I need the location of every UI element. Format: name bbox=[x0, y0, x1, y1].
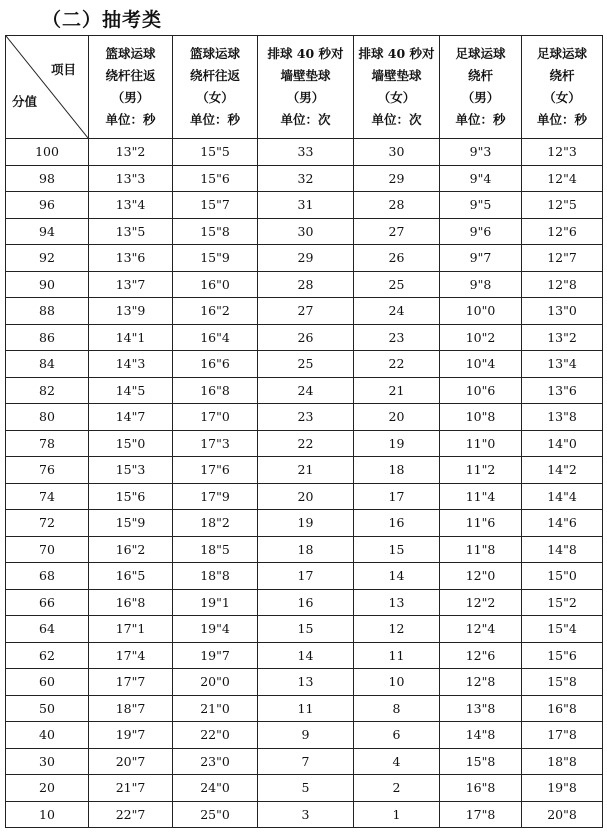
result-cell-football-female: 17"8 bbox=[522, 722, 603, 749]
result-cell-basketball-female: 24"0 bbox=[173, 775, 258, 802]
score-value-cell: 84 bbox=[6, 351, 89, 378]
column-header-line2: 绕杆往返 bbox=[105, 68, 156, 83]
result-cell-basketball-male: 16"5 bbox=[89, 563, 173, 590]
column-header-line3: （女） bbox=[377, 90, 416, 105]
result-cell-football-male: 15"8 bbox=[440, 748, 522, 775]
column-header-line3: （女） bbox=[196, 90, 234, 105]
score-value-cell: 68 bbox=[6, 563, 89, 590]
result-cell-basketball-male: 13"5 bbox=[89, 218, 173, 245]
result-cell-basketball-male: 19"7 bbox=[89, 722, 173, 749]
result-cell-volleyball-male: 32 bbox=[258, 165, 354, 192]
result-cell-football-male: 12"0 bbox=[440, 563, 522, 590]
table-row bbox=[6, 510, 603, 537]
table-row bbox=[6, 298, 603, 325]
result-cell-volleyball-male: 33 bbox=[258, 139, 354, 166]
result-cell-volleyball-male: 13 bbox=[258, 669, 354, 696]
result-cell-football-female: 15"8 bbox=[522, 669, 603, 696]
result-cell-volleyball-male: 25 bbox=[258, 351, 354, 378]
result-cell-football-male: 10"6 bbox=[440, 377, 522, 404]
result-cell-basketball-male: 20"7 bbox=[89, 748, 173, 775]
table-row bbox=[6, 589, 603, 616]
result-cell-football-male: 14"8 bbox=[440, 722, 522, 749]
result-cell-basketball-male: 13"6 bbox=[89, 245, 173, 272]
result-cell-football-female: 12"7 bbox=[522, 245, 603, 272]
table-row bbox=[6, 616, 603, 643]
table-row bbox=[6, 324, 603, 351]
result-cell-volleyball-female: 17 bbox=[354, 483, 440, 510]
result-cell-basketball-male: 17"4 bbox=[89, 642, 173, 669]
column-header-line1: 足球运球 bbox=[455, 46, 506, 61]
result-cell-basketball-female: 19"7 bbox=[173, 642, 258, 669]
score-value-cell: 72 bbox=[6, 510, 89, 537]
score-value-cell: 64 bbox=[6, 616, 89, 643]
result-cell-volleyball-female: 30 bbox=[354, 139, 440, 166]
score-value-cell: 70 bbox=[6, 536, 89, 563]
score-value-cell: 82 bbox=[6, 377, 89, 404]
result-cell-basketball-male: 13"9 bbox=[89, 298, 173, 325]
table-row bbox=[6, 801, 603, 828]
result-cell-volleyball-female: 18 bbox=[354, 457, 440, 484]
result-cell-basketball-male: 16"8 bbox=[89, 589, 173, 616]
score-value-cell: 10 bbox=[6, 801, 89, 828]
result-cell-volleyball-female: 20 bbox=[354, 404, 440, 431]
table-row bbox=[6, 775, 603, 802]
result-cell-volleyball-female: 10 bbox=[354, 669, 440, 696]
result-cell-volleyball-female: 22 bbox=[354, 351, 440, 378]
result-cell-basketball-female: 16"8 bbox=[173, 377, 258, 404]
table-row bbox=[6, 165, 603, 192]
result-cell-basketball-female: 15"7 bbox=[173, 192, 258, 219]
result-cell-volleyball-female: 16 bbox=[354, 510, 440, 537]
score-value-cell: 98 bbox=[6, 165, 89, 192]
result-cell-football-male: 17"8 bbox=[440, 801, 522, 828]
result-cell-basketball-male: 14"5 bbox=[89, 377, 173, 404]
result-cell-basketball-male: 13"4 bbox=[89, 192, 173, 219]
table-row bbox=[6, 271, 603, 298]
result-cell-volleyball-male: 28 bbox=[258, 271, 354, 298]
column-header-line1: 篮球运球 bbox=[105, 46, 156, 61]
score-value-cell: 66 bbox=[6, 589, 89, 616]
result-cell-volleyball-female: 25 bbox=[354, 271, 440, 298]
table-row bbox=[6, 563, 603, 590]
result-cell-volleyball-male: 21 bbox=[258, 457, 354, 484]
result-cell-football-female: 20"8 bbox=[522, 801, 603, 828]
result-cell-football-male: 10"2 bbox=[440, 324, 522, 351]
column-header-line3: （男） bbox=[286, 90, 325, 105]
result-cell-volleyball-male: 31 bbox=[258, 192, 354, 219]
result-cell-volleyball-female: 27 bbox=[354, 218, 440, 245]
result-cell-volleyball-male: 11 bbox=[258, 695, 354, 722]
score-value-cell: 86 bbox=[6, 324, 89, 351]
result-cell-football-female: 15"2 bbox=[522, 589, 603, 616]
result-cell-football-male: 9"5 bbox=[440, 192, 522, 219]
header-row bbox=[6, 36, 603, 139]
result-cell-football-female: 12"4 bbox=[522, 165, 603, 192]
score-value-cell: 96 bbox=[6, 192, 89, 219]
column-header-volleyball-male bbox=[258, 36, 354, 139]
column-header-unit: 单位：次 bbox=[280, 112, 331, 127]
column-header-line1: 篮球运球 bbox=[189, 46, 240, 61]
score-value-cell: 20 bbox=[6, 775, 89, 802]
result-cell-volleyball-female: 1 bbox=[354, 801, 440, 828]
result-cell-football-male: 12"6 bbox=[440, 642, 522, 669]
column-header-line2: 绕杆 bbox=[467, 68, 493, 83]
result-cell-football-female: 12"3 bbox=[522, 139, 603, 166]
result-cell-football-female: 15"4 bbox=[522, 616, 603, 643]
result-cell-football-male: 9"4 bbox=[440, 165, 522, 192]
table-row bbox=[6, 536, 603, 563]
result-cell-basketball-male: 21"7 bbox=[89, 775, 173, 802]
corner-header-cell bbox=[6, 36, 89, 139]
result-cell-volleyball-female: 19 bbox=[354, 430, 440, 457]
result-cell-football-female: 12"5 bbox=[522, 192, 603, 219]
column-header-line2: 墙壁垫球 bbox=[371, 68, 422, 83]
score-value-cell: 60 bbox=[6, 669, 89, 696]
column-header-line1: 排球 40 秒对 bbox=[358, 46, 435, 61]
result-cell-volleyball-female: 12 bbox=[354, 616, 440, 643]
item-label: 项目 bbox=[50, 62, 76, 77]
result-cell-football-male: 11"2 bbox=[440, 457, 522, 484]
table-row bbox=[6, 457, 603, 484]
result-cell-basketball-female: 15"5 bbox=[173, 139, 258, 166]
result-cell-basketball-male: 15"0 bbox=[89, 430, 173, 457]
result-cell-football-female: 14"4 bbox=[522, 483, 603, 510]
result-cell-football-male: 11"8 bbox=[440, 536, 522, 563]
column-header-line2: 墙壁垫球 bbox=[280, 68, 331, 83]
result-cell-football-female: 13"6 bbox=[522, 377, 603, 404]
result-cell-basketball-female: 23"0 bbox=[173, 748, 258, 775]
column-header-line3: （男） bbox=[111, 90, 150, 105]
result-cell-basketball-male: 14"1 bbox=[89, 324, 173, 351]
result-cell-volleyball-male: 15 bbox=[258, 616, 354, 643]
column-header-line2: 绕杆往返 bbox=[189, 68, 240, 83]
score-value-cell: 30 bbox=[6, 748, 89, 775]
result-cell-volleyball-male: 9 bbox=[258, 722, 354, 749]
result-cell-basketball-female: 17"9 bbox=[173, 483, 258, 510]
result-cell-volleyball-male: 30 bbox=[258, 218, 354, 245]
result-cell-basketball-male: 22"7 bbox=[89, 801, 173, 828]
result-cell-basketball-male: 14"3 bbox=[89, 351, 173, 378]
result-cell-basketball-female: 20"0 bbox=[173, 669, 258, 696]
result-cell-football-male: 10"8 bbox=[440, 404, 522, 431]
result-cell-football-female: 15"6 bbox=[522, 642, 603, 669]
result-cell-football-female: 15"0 bbox=[522, 563, 603, 590]
result-cell-basketball-male: 14"7 bbox=[89, 404, 173, 431]
result-cell-football-female: 18"8 bbox=[522, 748, 603, 775]
result-cell-football-female: 12"8 bbox=[522, 271, 603, 298]
result-cell-football-male: 9"7 bbox=[440, 245, 522, 272]
result-cell-basketball-female: 18"5 bbox=[173, 536, 258, 563]
column-header-line2: 绕杆 bbox=[549, 68, 575, 83]
result-cell-basketball-female: 25"0 bbox=[173, 801, 258, 828]
result-cell-basketball-female: 19"1 bbox=[173, 589, 258, 616]
table-row bbox=[6, 139, 603, 166]
score-value-cell: 50 bbox=[6, 695, 89, 722]
table-row bbox=[6, 695, 603, 722]
result-cell-basketball-male: 16"2 bbox=[89, 536, 173, 563]
result-cell-volleyball-female: 23 bbox=[354, 324, 440, 351]
table-row bbox=[6, 404, 603, 431]
result-cell-volleyball-male: 23 bbox=[258, 404, 354, 431]
result-cell-volleyball-female: 8 bbox=[354, 695, 440, 722]
table-row bbox=[6, 748, 603, 775]
result-cell-football-female: 13"0 bbox=[522, 298, 603, 325]
column-header-football-male bbox=[440, 36, 522, 139]
score-value-cell: 94 bbox=[6, 218, 89, 245]
score-table-body bbox=[6, 139, 603, 828]
result-cell-basketball-female: 17"0 bbox=[173, 404, 258, 431]
result-cell-football-female: 12"6 bbox=[522, 218, 603, 245]
result-cell-volleyball-male: 18 bbox=[258, 536, 354, 563]
table-row bbox=[6, 430, 603, 457]
result-cell-volleyball-male: 5 bbox=[258, 775, 354, 802]
result-cell-basketball-female: 22"0 bbox=[173, 722, 258, 749]
result-cell-volleyball-female: 26 bbox=[354, 245, 440, 272]
table-row bbox=[6, 377, 603, 404]
table-row bbox=[6, 245, 603, 272]
score-value-cell: 74 bbox=[6, 483, 89, 510]
column-header-line3: （男） bbox=[461, 90, 500, 105]
result-cell-football-female: 13"2 bbox=[522, 324, 603, 351]
result-cell-basketball-male: 15"9 bbox=[89, 510, 173, 537]
result-cell-football-male: 11"6 bbox=[440, 510, 522, 537]
table-row bbox=[6, 483, 603, 510]
result-cell-football-female: 14"6 bbox=[522, 510, 603, 537]
result-cell-volleyball-female: 6 bbox=[354, 722, 440, 749]
score-label: 分值 bbox=[12, 94, 38, 109]
score-value-cell: 78 bbox=[6, 430, 89, 457]
table-row bbox=[6, 218, 603, 245]
result-cell-basketball-female: 16"4 bbox=[173, 324, 258, 351]
result-cell-football-female: 14"0 bbox=[522, 430, 603, 457]
result-cell-football-male: 12"8 bbox=[440, 669, 522, 696]
score-value-cell: 62 bbox=[6, 642, 89, 669]
column-header-line3: （女） bbox=[543, 90, 581, 105]
result-cell-basketball-female: 16"2 bbox=[173, 298, 258, 325]
result-cell-football-male: 10"0 bbox=[440, 298, 522, 325]
result-cell-volleyball-male: 7 bbox=[258, 748, 354, 775]
score-value-cell: 88 bbox=[6, 298, 89, 325]
score-table bbox=[5, 35, 603, 828]
column-header-unit: 单位：秒 bbox=[105, 112, 156, 127]
result-cell-basketball-female: 15"6 bbox=[173, 165, 258, 192]
result-cell-volleyball-male: 22 bbox=[258, 430, 354, 457]
result-cell-football-female: 14"8 bbox=[522, 536, 603, 563]
result-cell-football-female: 14"2 bbox=[522, 457, 603, 484]
result-cell-volleyball-male: 24 bbox=[258, 377, 354, 404]
result-cell-basketball-male: 13"7 bbox=[89, 271, 173, 298]
result-cell-volleyball-male: 16 bbox=[258, 589, 354, 616]
result-cell-basketball-female: 17"3 bbox=[173, 430, 258, 457]
result-cell-volleyball-male: 20 bbox=[258, 483, 354, 510]
result-cell-volleyball-male: 29 bbox=[258, 245, 354, 272]
result-cell-football-male: 9"6 bbox=[440, 218, 522, 245]
result-cell-football-male: 9"8 bbox=[440, 271, 522, 298]
table-row bbox=[6, 722, 603, 749]
score-value-cell: 100 bbox=[6, 139, 89, 166]
result-cell-football-female: 13"8 bbox=[522, 404, 603, 431]
result-cell-football-male: 10"4 bbox=[440, 351, 522, 378]
result-cell-volleyball-female: 15 bbox=[354, 536, 440, 563]
result-cell-basketball-female: 16"0 bbox=[173, 271, 258, 298]
result-cell-basketball-female: 16"6 bbox=[173, 351, 258, 378]
result-cell-football-male: 12"4 bbox=[440, 616, 522, 643]
result-cell-volleyball-female: 29 bbox=[354, 165, 440, 192]
score-value-cell: 80 bbox=[6, 404, 89, 431]
result-cell-basketball-female: 21"0 bbox=[173, 695, 258, 722]
column-header-basketball-male bbox=[89, 36, 173, 139]
result-cell-football-male: 13"8 bbox=[440, 695, 522, 722]
diagonal-line bbox=[6, 36, 88, 138]
table-row bbox=[6, 351, 603, 378]
column-header-football-female bbox=[522, 36, 603, 139]
result-cell-basketball-male: 13"2 bbox=[89, 139, 173, 166]
result-cell-basketball-female: 18"8 bbox=[173, 563, 258, 590]
result-cell-volleyball-female: 11 bbox=[354, 642, 440, 669]
result-cell-volleyball-female: 28 bbox=[354, 192, 440, 219]
column-header-unit: 单位：次 bbox=[371, 112, 422, 127]
result-cell-basketball-female: 15"8 bbox=[173, 218, 258, 245]
table-row bbox=[6, 642, 603, 669]
score-value-cell: 92 bbox=[6, 245, 89, 272]
result-cell-volleyball-male: 14 bbox=[258, 642, 354, 669]
result-cell-basketball-female: 18"2 bbox=[173, 510, 258, 537]
result-cell-volleyball-female: 14 bbox=[354, 563, 440, 590]
score-value-cell: 40 bbox=[6, 722, 89, 749]
result-cell-volleyball-male: 27 bbox=[258, 298, 354, 325]
column-header-unit: 单位：秒 bbox=[189, 112, 240, 127]
result-cell-volleyball-female: 2 bbox=[354, 775, 440, 802]
table-row bbox=[6, 192, 603, 219]
result-cell-football-male: 11"4 bbox=[440, 483, 522, 510]
result-cell-football-male: 16"8 bbox=[440, 775, 522, 802]
result-cell-basketball-male: 15"6 bbox=[89, 483, 173, 510]
result-cell-volleyball-male: 17 bbox=[258, 563, 354, 590]
column-header-unit: 单位：秒 bbox=[455, 112, 506, 127]
result-cell-volleyball-female: 21 bbox=[354, 377, 440, 404]
result-cell-basketball-male: 13"3 bbox=[89, 165, 173, 192]
result-cell-basketball-female: 17"6 bbox=[173, 457, 258, 484]
column-header-volleyball-female bbox=[354, 36, 440, 139]
result-cell-basketball-male: 17"1 bbox=[89, 616, 173, 643]
result-cell-football-male: 11"0 bbox=[440, 430, 522, 457]
result-cell-volleyball-female: 13 bbox=[354, 589, 440, 616]
section-title: （二）抽考类 bbox=[42, 9, 163, 31]
result-cell-basketball-male: 17"7 bbox=[89, 669, 173, 696]
result-cell-basketball-male: 18"7 bbox=[89, 695, 173, 722]
result-cell-volleyball-female: 4 bbox=[354, 748, 440, 775]
score-value-cell: 76 bbox=[6, 457, 89, 484]
result-cell-football-female: 19"8 bbox=[522, 775, 603, 802]
result-cell-football-female: 13"4 bbox=[522, 351, 603, 378]
result-cell-football-male: 9"3 bbox=[440, 139, 522, 166]
result-cell-volleyball-male: 3 bbox=[258, 801, 354, 828]
result-cell-football-female: 16"8 bbox=[522, 695, 603, 722]
column-header-line1: 排球 40 秒对 bbox=[267, 46, 344, 61]
result-cell-volleyball-male: 26 bbox=[258, 324, 354, 351]
result-cell-volleyball-male: 19 bbox=[258, 510, 354, 537]
column-header-basketball-female bbox=[173, 36, 258, 139]
result-cell-volleyball-female: 24 bbox=[354, 298, 440, 325]
result-cell-basketball-male: 15"3 bbox=[89, 457, 173, 484]
score-value-cell: 90 bbox=[6, 271, 89, 298]
column-header-unit: 单位：秒 bbox=[536, 112, 587, 127]
result-cell-basketball-female: 19"4 bbox=[173, 616, 258, 643]
column-header-line1: 足球运球 bbox=[536, 46, 587, 61]
table-row bbox=[6, 669, 603, 696]
result-cell-football-male: 12"2 bbox=[440, 589, 522, 616]
result-cell-basketball-female: 15"9 bbox=[173, 245, 258, 272]
